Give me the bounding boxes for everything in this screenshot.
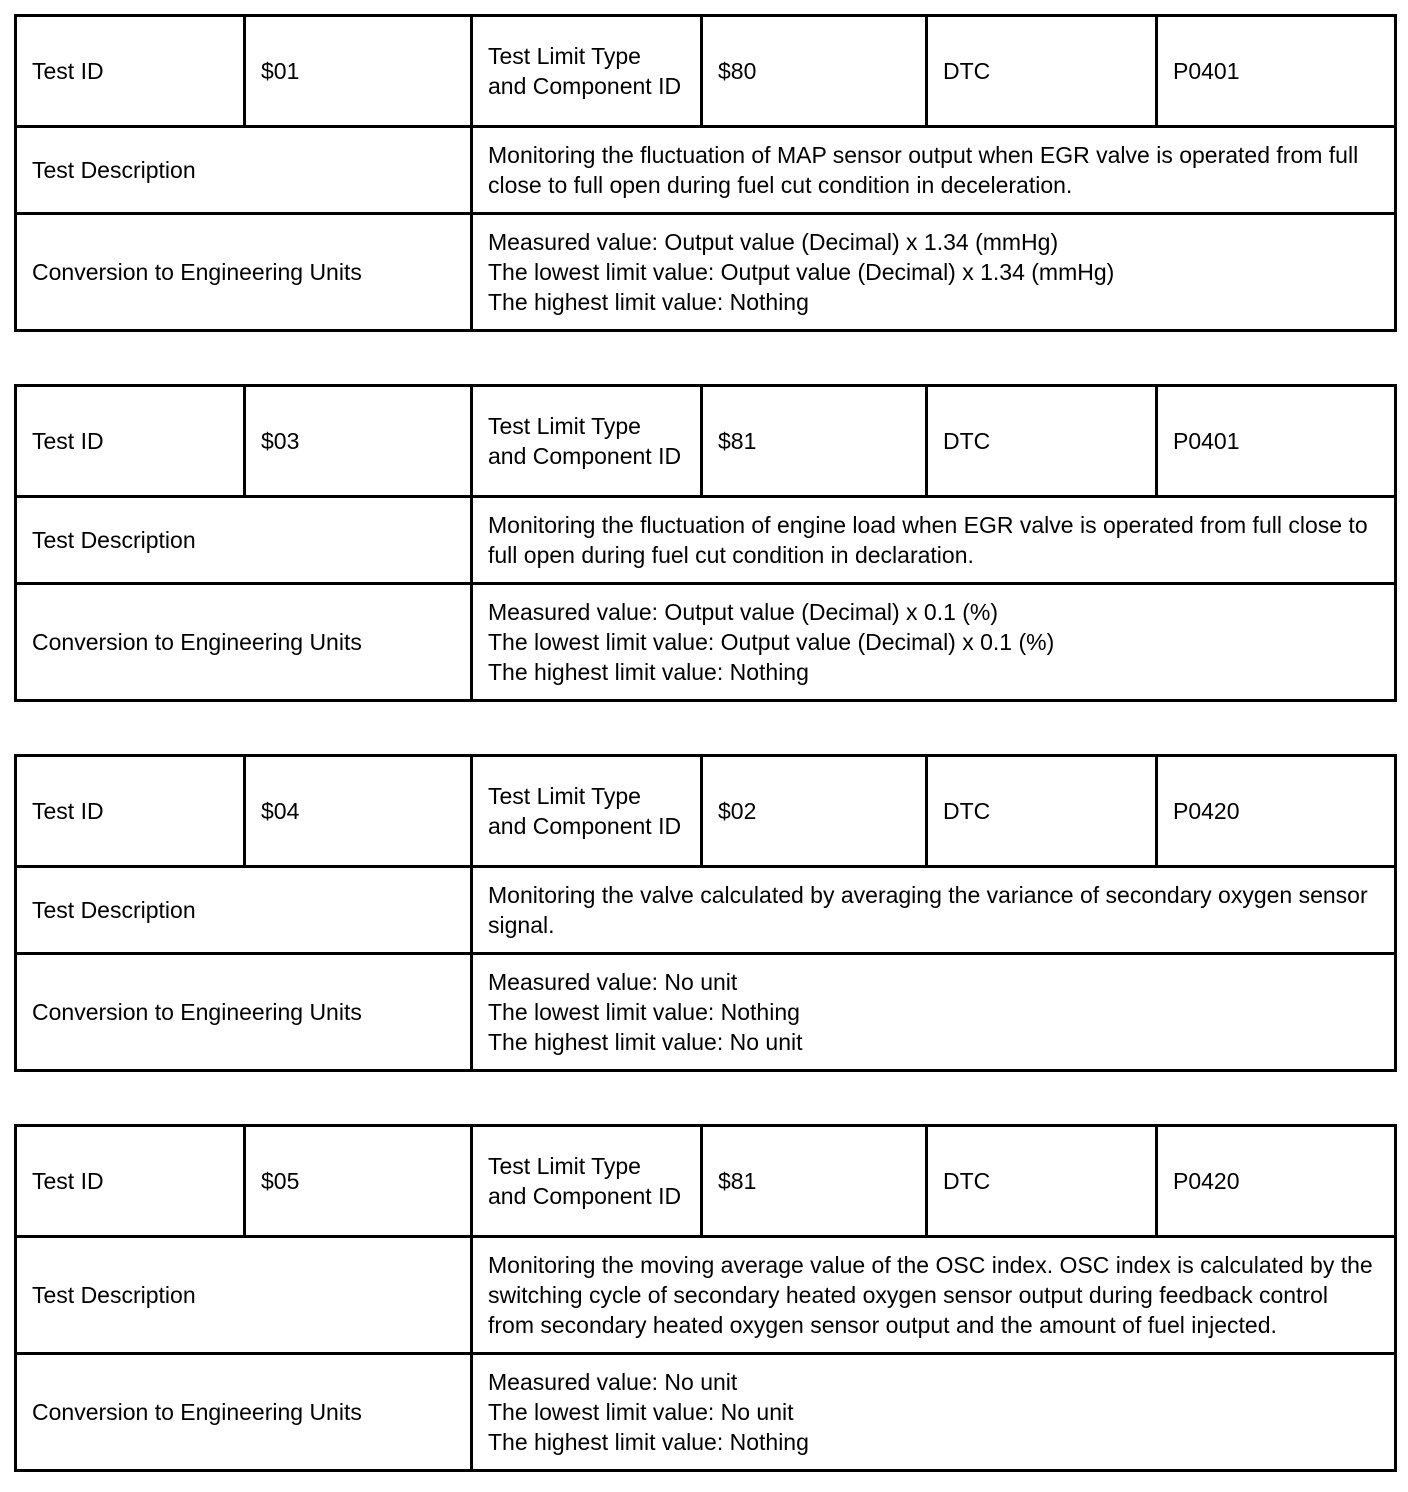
test-description-value: Monitoring the moving average value of the OSC index. OSC index is calculated by the switching cycle of secondary heated oxygen sensor output during feedback control from secondary heated oxygen sensor output and the amount of fuel injected. bbox=[472, 1237, 1396, 1354]
limit-type-value: $81 bbox=[702, 386, 927, 497]
dtc-label: DTC bbox=[927, 16, 1157, 127]
limit-type-value: $80 bbox=[702, 16, 927, 127]
table-row bbox=[16, 16, 1396, 127]
table-row bbox=[16, 1126, 1396, 1237]
table-row bbox=[16, 127, 1396, 214]
table-row bbox=[16, 214, 1396, 331]
test-id-label: Test ID bbox=[16, 1126, 245, 1237]
conversion-line: The lowest limit value: No unit bbox=[488, 1399, 794, 1425]
table-row bbox=[16, 756, 1396, 867]
conversion-label: Conversion to Engineering Units bbox=[16, 1354, 472, 1471]
dtc-value: P0401 bbox=[1157, 16, 1396, 127]
table-row bbox=[16, 867, 1396, 954]
conversion-value bbox=[472, 954, 1396, 1071]
test-description-label: Test Description bbox=[16, 497, 472, 584]
conversion-label: Conversion to Engineering Units bbox=[16, 584, 472, 701]
test-description-value: Monitoring the fluctuation of engine load when EGR valve is operated from full close to full open during fuel cut condition in declaration. bbox=[472, 497, 1396, 584]
table-row bbox=[16, 497, 1396, 584]
dtc-label: DTC bbox=[927, 756, 1157, 867]
test-description-value: Monitoring the fluctuation of MAP sensor output when EGR valve is operated from full close to full open during fuel cut condition in deceleration. bbox=[472, 127, 1396, 214]
table-row bbox=[16, 1237, 1396, 1354]
document-page bbox=[14, 14, 1394, 1492]
conversion-line: The highest limit value: Nothing bbox=[488, 659, 809, 685]
dtc-value: P0401 bbox=[1157, 386, 1396, 497]
conversion-value bbox=[472, 214, 1396, 331]
conversion-label: Conversion to Engineering Units bbox=[16, 954, 472, 1071]
conversion-label: Conversion to Engineering Units bbox=[16, 214, 472, 331]
limit-type-value: $81 bbox=[702, 1126, 927, 1237]
conversion-value bbox=[472, 584, 1396, 701]
test-description-label: Test Description bbox=[16, 1237, 472, 1354]
test-table-03 bbox=[14, 384, 1397, 702]
test-table-05 bbox=[14, 1124, 1397, 1472]
conversion-line: The lowest limit value: Output value (Decimal) x 0.1 (%) bbox=[488, 629, 1055, 655]
table-row bbox=[16, 386, 1396, 497]
test-description-value: Monitoring the valve calculated by averaging the variance of secondary oxygen sensor signal. bbox=[472, 867, 1396, 954]
test-description-label: Test Description bbox=[16, 127, 472, 214]
limit-type-label: Test Limit Type and Component ID bbox=[472, 756, 702, 867]
test-id-label: Test ID bbox=[16, 756, 245, 867]
test-id-value: $04 bbox=[245, 756, 472, 867]
test-table-01 bbox=[14, 14, 1397, 332]
limit-type-value: $02 bbox=[702, 756, 927, 867]
test-id-label: Test ID bbox=[16, 386, 245, 497]
test-description-label: Test Description bbox=[16, 867, 472, 954]
dtc-value: P0420 bbox=[1157, 756, 1396, 867]
conversion-line: Measured value: No unit bbox=[488, 1369, 738, 1395]
test-id-label: Test ID bbox=[16, 16, 245, 127]
conversion-line: Measured value: No unit bbox=[488, 969, 738, 995]
table-row bbox=[16, 954, 1396, 1071]
conversion-line: The lowest limit value: Nothing bbox=[488, 999, 800, 1025]
conversion-line: The lowest limit value: Output value (Decimal) x 1.34 (mmHg) bbox=[488, 259, 1115, 285]
conversion-line: The highest limit value: No unit bbox=[488, 1029, 803, 1055]
test-table-04 bbox=[14, 754, 1397, 1072]
conversion-line: Measured value: Output value (Decimal) x 0.1 (%) bbox=[488, 599, 999, 625]
limit-type-label: Test Limit Type and Component ID bbox=[472, 16, 702, 127]
limit-type-label: Test Limit Type and Component ID bbox=[472, 386, 702, 497]
conversion-line: The highest limit value: Nothing bbox=[488, 289, 809, 315]
dtc-value: P0420 bbox=[1157, 1126, 1396, 1237]
table-row bbox=[16, 1354, 1396, 1471]
test-id-value: $03 bbox=[245, 386, 472, 497]
table-row bbox=[16, 584, 1396, 701]
conversion-value bbox=[472, 1354, 1396, 1471]
test-id-value: $05 bbox=[245, 1126, 472, 1237]
dtc-label: DTC bbox=[927, 1126, 1157, 1237]
test-id-value: $01 bbox=[245, 16, 472, 127]
conversion-line: Measured value: Output value (Decimal) x 1.34 (mmHg) bbox=[488, 229, 1059, 255]
limit-type-label: Test Limit Type and Component ID bbox=[472, 1126, 702, 1237]
conversion-line: The highest limit value: Nothing bbox=[488, 1429, 809, 1455]
dtc-label: DTC bbox=[927, 386, 1157, 497]
